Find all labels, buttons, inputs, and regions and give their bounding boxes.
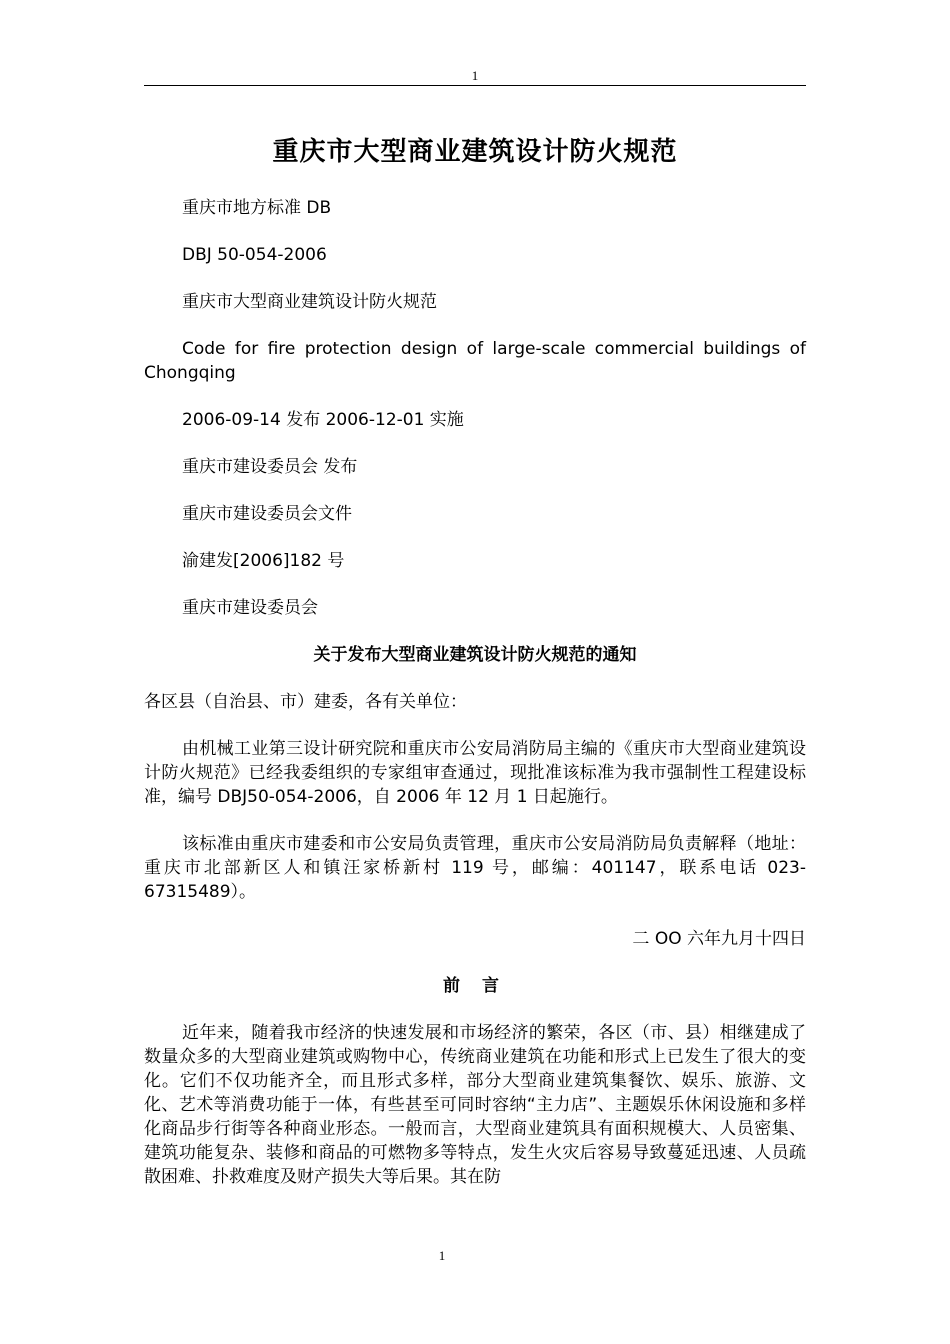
preface-heading: 前 言 bbox=[443, 976, 507, 996]
notice-salutation: 各区县（自治县、市）建委，各有关单位： bbox=[144, 692, 467, 712]
cover-line-dates: 2006-09-14 发布 2006-12-01 实施 bbox=[182, 410, 464, 430]
document-title: 重庆市大型商业建筑设计防火规范 bbox=[272, 137, 678, 167]
notice-date: 二 OO 六年九月十四日 bbox=[632, 929, 806, 949]
preface-paragraph: 近年来，随着我市经济的快速发展和市场经济的繁荣，各区（市、县）相继建成了数量众多的大型商业建筑或购物中心，传统商业建筑在功能和形式上已发生了很大的变化。它们不仅功能齐全，而且形式多样，部分大型商业建筑集餐饮、娱乐、旅游、文化、艺术等消费功能于一体，有些甚至可同时容纳“主力店”、主题娱乐休闲设施和多样化商品步行街等各种商业形态。一般而言，大型商业建筑具有面积规模大、人员密集、建筑功能复杂、装修和商品的可燃物多等特点，发生火灾后容易导致蔓延迅速、人员疏散困难、扑救难度及财产损失大等后果。其在防 bbox=[144, 1023, 806, 1187]
cover-line-issuer: 重庆市建设委员会 发布 bbox=[182, 457, 358, 477]
document-body bbox=[144, 196, 806, 1212]
notice-heading: 关于发布大型商业建筑设计防火规范的通知 bbox=[313, 645, 637, 665]
cover-line-en-title: Code for fire protection design of large-scale commercial buildings of Chongqing bbox=[144, 339, 806, 383]
cover-line-doc-number: 渝建发[2006]182 号 bbox=[182, 551, 345, 571]
cover-line-document: 重庆市建设委员会文件 bbox=[182, 504, 352, 524]
header-page-number: 1 bbox=[471, 68, 479, 83]
notice-paragraph: 由机械工业第三设计研究院和重庆市公安局消防局主编的《重庆市大型商业建筑设计防火规范》已经我委组织的专家组审查通过，现批准该标准为我市强制性工程建设标准，编号 DBJ50-054-2006，自 2006 年 12 月 1 日起施行。 bbox=[144, 739, 806, 807]
cover-line-code: DBJ 50-054-2006 bbox=[182, 245, 327, 265]
notice-paragraph: 该标准由重庆市建委和市公安局负责管理，重庆市公安局消防局负责解释（地址：重庆市北部新区人和镇汪家桥新村 119 号，邮编：401147，联系电话 023-67315489）。 bbox=[144, 834, 806, 902]
footer-page-number: 1 bbox=[438, 1248, 446, 1263]
header-rule bbox=[144, 85, 806, 86]
cover-line-cn-title: 重庆市大型商业建筑设计防火规范 bbox=[182, 292, 437, 312]
cover-line-committee: 重庆市建设委员会 bbox=[182, 598, 318, 618]
cover-line-standard: 重庆市地方标准 DB bbox=[182, 198, 332, 218]
